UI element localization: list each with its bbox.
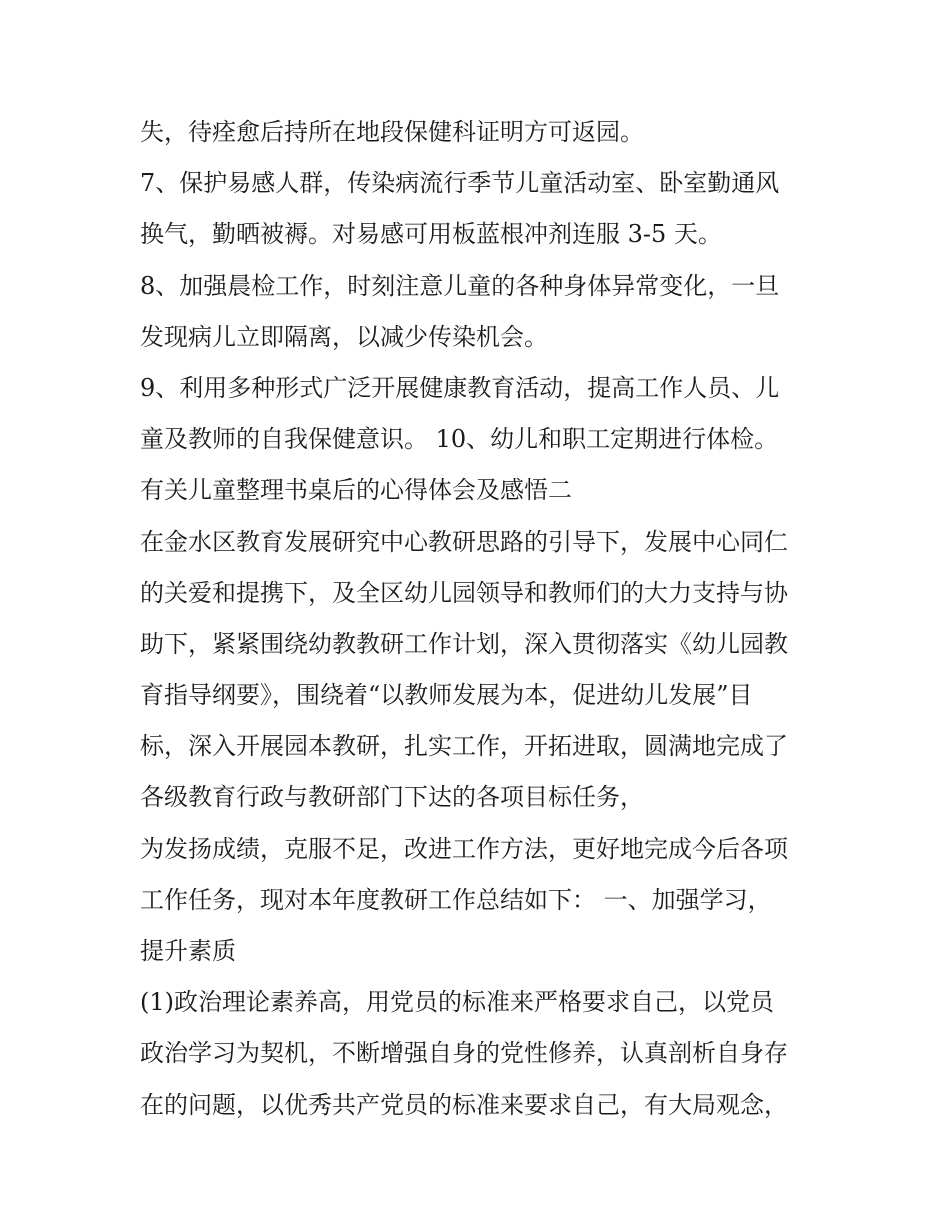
text-line: (1)政治理论素养高，用党员的标准来严格要求自己，以党员	[140, 988, 774, 1017]
text-line: 政治学习为契机，不断增强自身的党性修养，认真剖析自身存	[140, 1039, 788, 1068]
text-line: 换气，勤晒被褥。对易感可用板蓝根冲剂连服 3-5 天。	[140, 220, 722, 249]
document-body	[140, 107, 830, 1131]
text-line: 助下，紧紧围绕幼教教研工作计划，深入贯彻落实《幼儿园教	[140, 629, 788, 658]
text-line: 7、保护易感人群，传染病流行季节儿童活动室、卧室勤通风	[140, 169, 780, 198]
text-line: 为发扬成绩，克服不足，改进工作方法，更好地完成今后各项	[140, 834, 788, 863]
section-heading: 有关儿童整理书桌后的心得体会及感悟二	[140, 476, 572, 505]
text-line: 发现病儿立即隔离，以减少传染机会。	[140, 322, 548, 351]
text-line: 8、加强晨检工作，时刻注意儿童的各种身体异常变化，一旦	[140, 271, 780, 300]
text-line: 育指导纲要》，围绕着“以教师发展为本，促进幼儿发展”目	[140, 681, 753, 710]
text-line: 的关爱和提携下，及全区幼儿园领导和教师们的大力支持与协	[140, 578, 788, 607]
text-line: 9、利用多种形式广泛开展健康教育活动，提高工作人员、儿	[140, 373, 780, 402]
text-line: 工作任务，现对本年度教研工作总结如下： 一、加强学习，	[140, 885, 772, 914]
text-line: 在的问题，以优秀共产党员的标准来要求自己，有大局观念，	[140, 1090, 788, 1119]
text-line: 各级教育行政与教研部门下达的各项目标任务，	[140, 783, 644, 812]
text-line: 童及教师的自我保健意识。 10、幼儿和职工定期进行体检。	[140, 425, 779, 454]
text-line: 标，深入开展园本教研，扎实工作，开拓进取，圆满地完成了	[140, 732, 788, 761]
text-line: 失，待痊愈后持所在地段保健科证明方可返园。	[140, 118, 644, 146]
text-line: 提升素质	[140, 937, 236, 965]
text-line: 在金水区教育发展研究中心教研思路的引导下，发展中心同仁	[140, 527, 788, 556]
